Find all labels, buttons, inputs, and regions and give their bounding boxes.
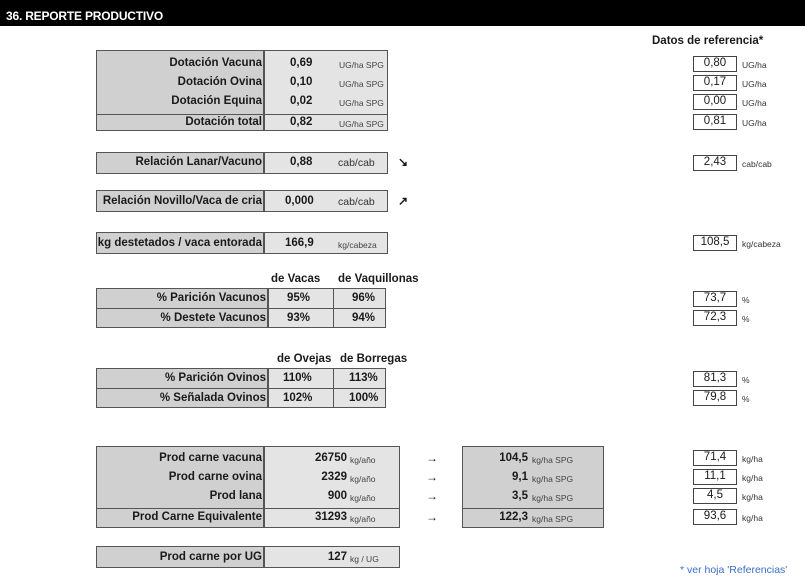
trend-down-arrow-icon: ↘	[398, 155, 409, 169]
references-footnote[interactable]: * ver hoja 'Referencias'	[680, 564, 788, 576]
prod-carne-ovina-label: Prod carne ovina	[168, 471, 262, 483]
prod-carne-vacuna-unit: kg/año	[350, 455, 376, 465]
relacion-lanar-label: Relación Lanar/Vacuno	[135, 156, 262, 168]
prod-carne-vacuna-label: Prod carne vacuna	[159, 452, 262, 464]
prod-lana-unit: kg/año	[350, 493, 376, 503]
ref-prod-carne-equivalente: 93,6	[693, 509, 737, 525]
dotacion-equina-value: 0,02	[290, 95, 313, 107]
relacion-lanar-value: 0,88	[290, 156, 313, 168]
paricion-vacunos-vacas: 95%	[287, 292, 311, 304]
ref-dotacion-total-unit: UG/ha	[742, 118, 767, 128]
reference-data-header: Datos de referencia*	[652, 35, 764, 47]
dotacion-vacuna-value: 0,69	[290, 57, 313, 69]
senalada-ovinos-borregas: 100%	[349, 392, 379, 404]
destete-vacunos-label: % Destete Vacunos	[160, 312, 266, 324]
dotacion-ovina-value: 0,10	[290, 76, 313, 88]
prod-lana-label: Prod lana	[209, 490, 262, 502]
ref-paricion-ovinos: 81,3	[693, 371, 737, 387]
ref-dotacion-ovina-unit: UG/ha	[742, 79, 767, 89]
ref-prod-lana-unit: kg/ha	[742, 492, 763, 502]
trend-up-arrow-icon: ↗	[398, 194, 409, 208]
carne-por-ug-label: Prod carne por UG	[159, 551, 262, 563]
ref-paricion-ovinos-unit: %	[742, 375, 750, 385]
prod-carne-equivalente-label: Prod Carne Equivalente	[132, 511, 262, 523]
dotacion-ovina-label: Dotación Ovina	[177, 76, 262, 88]
dotacion-vacuna-label: Dotación Vacuna	[169, 57, 262, 69]
dotacion-ovina-unit: UG/ha SPG	[339, 79, 384, 89]
relacion-novillo-label: Relación Novillo/Vaca de cria	[102, 195, 262, 207]
ref-kg-destetados-unit: kg/cabeza	[742, 239, 781, 249]
ovinos-col-ovejas-header: de Ovejas	[277, 353, 332, 365]
kg-destetados-label: kg destetados / vaca entorada	[97, 237, 262, 249]
arrow-right-icon: →	[426, 510, 438, 524]
ref-prod-carne-equivalente-unit: kg/ha	[742, 513, 763, 523]
dotacion-vacuna-unit: UG/ha SPG	[339, 60, 384, 70]
kg-destetados-unit: kg/cabeza	[338, 240, 377, 250]
ref-dotacion-vacuna: 0,80	[693, 56, 737, 72]
prod-carne-equivalente-unit: kg/año	[350, 514, 376, 524]
prod-carne-ovina-unit: kg/año	[350, 474, 376, 484]
carne-por-ug-value: 127	[327, 551, 347, 563]
prod-carne-vacuna-value: 26750	[315, 452, 347, 464]
prod-carne-equivalente-value: 31293	[315, 511, 347, 523]
report-title: 36. REPORTE PRODUCTIVO	[6, 9, 163, 23]
paricion-ovinos-borregas: 113%	[349, 372, 378, 384]
kg-destetados-value: 166,9	[285, 237, 314, 249]
relacion-novillo-unit: cab/cab	[338, 196, 375, 208]
prod-carne-ovina-per-ha: 9,1	[512, 471, 528, 483]
ovinos-col-borregas-header: de Borregas	[340, 353, 408, 365]
ref-dotacion-ovina: 0,17	[693, 75, 737, 91]
ref-relacion-lanar: 2,43	[693, 155, 737, 171]
prod-lana-per-ha-unit: kg/ha SPG	[532, 493, 574, 503]
paricion-ovinos-ovejas: 110%	[283, 372, 312, 384]
dotacion-total-value: 0,82	[290, 116, 313, 128]
ref-relacion-lanar-unit: cab/cab	[742, 159, 772, 169]
ref-prod-carne-ovina: 11,1	[693, 469, 737, 485]
dotacion-total-divider	[96, 114, 388, 115]
report-header-bar	[0, 0, 805, 26]
ref-kg-destetados: 108,5	[693, 235, 737, 251]
relacion-novillo-value: 0,000	[285, 195, 314, 207]
senalada-ovinos-label: % Señalada Ovinos	[159, 392, 266, 404]
ref-dotacion-equina-unit: UG/ha	[742, 98, 767, 108]
dotacion-total-label: Dotación total	[185, 116, 262, 128]
ref-dotacion-equina: 0,00	[693, 94, 737, 110]
ref-senalada-ovinos-unit: %	[742, 394, 750, 404]
ref-dotacion-vacuna-unit: UG/ha	[742, 60, 767, 70]
prod-lana-per-ha: 3,5	[512, 490, 528, 502]
ref-paricion-vacunos-unit: %	[742, 295, 750, 305]
prod-carne-equivalente-per-ha-unit: kg/ha SPG	[532, 514, 574, 524]
prod-carne-vacuna-per-ha: 104,5	[499, 452, 528, 464]
ref-dotacion-total: 0,81	[693, 114, 737, 130]
produccion-per-ha-divider	[462, 508, 604, 509]
dotacion-equina-label: Dotación Equina	[171, 95, 262, 107]
prod-carne-equivalente-per-ha: 122,3	[499, 511, 528, 523]
ref-prod-carne-vacuna-unit: kg/ha	[742, 454, 763, 464]
ref-prod-carne-ovina-unit: kg/ha	[742, 473, 763, 483]
paricion-ovinos-label: % Parición Ovinos	[165, 372, 266, 384]
ref-prod-lana: 4,5	[693, 488, 737, 504]
prod-carne-vacuna-per-ha-unit: kg/ha SPG	[532, 455, 574, 465]
arrow-right-icon: →	[426, 470, 438, 484]
produccion-total-divider	[96, 508, 400, 509]
destete-vacunos-vacas: 93%	[287, 312, 311, 324]
arrow-right-icon: →	[426, 451, 438, 465]
paricion-vacunos-label: % Parición Vacunos	[156, 292, 266, 304]
vacunos-col-vacas-header: de Vacas	[271, 273, 321, 285]
ref-paricion-vacunos: 73,7	[693, 291, 737, 307]
paricion-vacunos-vaquillonas: 96%	[352, 292, 376, 304]
destete-vacunos-vaquillonas: 94%	[352, 312, 376, 324]
ref-senalada-ovinos: 79,8	[693, 390, 737, 406]
arrow-right-icon: →	[426, 489, 438, 503]
vacunos-row-divider	[96, 308, 386, 309]
senalada-ovinos-ovejas: 102%	[283, 392, 313, 404]
vacunos-col-vaquillonas-header: de Vaquillonas	[338, 273, 419, 285]
ref-destete-vacunos-unit: %	[742, 314, 750, 324]
dotacion-total-unit: UG/ha SPG	[339, 119, 384, 129]
prod-lana-value: 900	[327, 490, 347, 502]
prod-carne-ovina-per-ha-unit: kg/ha SPG	[532, 474, 574, 484]
dotacion-equina-unit: UG/ha SPG	[339, 98, 384, 108]
ref-destete-vacunos: 72,3	[693, 310, 737, 326]
ovinos-row-divider	[96, 388, 386, 389]
relacion-lanar-unit: cab/cab	[338, 157, 375, 169]
ref-prod-carne-vacuna: 71,4	[693, 450, 737, 466]
carne-por-ug-unit: kg / UG	[350, 554, 379, 564]
prod-carne-ovina-value: 2329	[321, 471, 347, 483]
